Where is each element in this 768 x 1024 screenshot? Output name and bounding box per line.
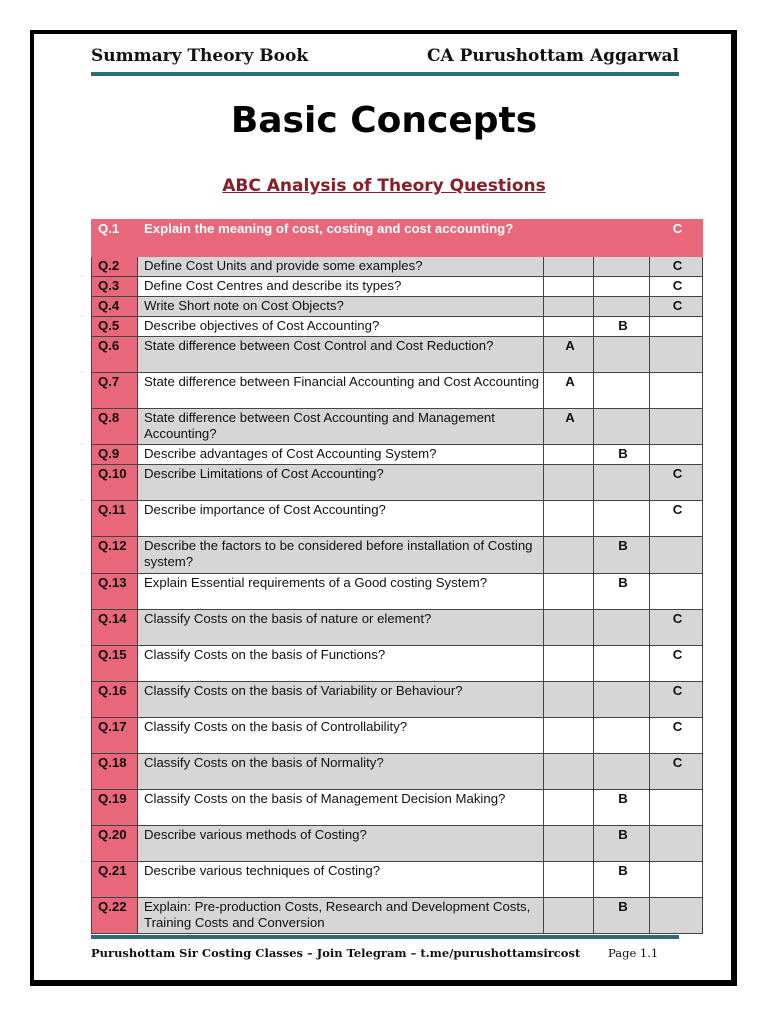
grade-b-cell: B — [594, 537, 650, 574]
table-row — [92, 898, 703, 934]
grade-c-cell: C — [650, 220, 703, 257]
grade-a-cell — [544, 790, 594, 826]
page-number: Page 1.1 — [608, 946, 659, 960]
question-number: Q.3 — [92, 277, 138, 297]
question-number: Q.6 — [92, 337, 138, 373]
question-text: Define Cost Units and provide some examples? — [138, 257, 544, 277]
grade-c-cell: C — [650, 754, 703, 790]
question-text: Write Short note on Cost Objects? — [138, 297, 544, 317]
table-row — [92, 317, 703, 337]
question-text: State difference between Cost Control and Cost Reduction? — [138, 337, 544, 373]
grade-b-cell — [594, 646, 650, 682]
table-row — [92, 373, 703, 409]
grade-c-cell: C — [650, 610, 703, 646]
question-text: State difference between Cost Accounting and Management Accounting? — [138, 409, 544, 445]
question-number: Q.16 — [92, 682, 138, 718]
question-number: Q.10 — [92, 465, 138, 501]
table-row — [92, 337, 703, 373]
question-text: Describe Limitations of Cost Accounting? — [138, 465, 544, 501]
table-row — [92, 754, 703, 790]
grade-c-cell — [650, 317, 703, 337]
grade-c-cell — [650, 574, 703, 610]
question-number: Q.14 — [92, 610, 138, 646]
grade-b-cell — [594, 337, 650, 373]
grade-c-cell — [650, 445, 703, 465]
grade-a-cell — [544, 257, 594, 277]
grade-c-cell: C — [650, 501, 703, 537]
grade-c-cell: C — [650, 297, 703, 317]
table-row — [92, 718, 703, 754]
grade-b-cell — [594, 501, 650, 537]
grade-a-cell — [544, 826, 594, 862]
grade-b-cell: B — [594, 826, 650, 862]
question-number: Q.19 — [92, 790, 138, 826]
grade-b-cell — [594, 297, 650, 317]
grade-a-cell — [544, 317, 594, 337]
question-text: Classify Costs on the basis of Normality? — [138, 754, 544, 790]
table-row — [92, 537, 703, 574]
grade-b-cell — [594, 220, 650, 257]
grade-b-cell: B — [594, 790, 650, 826]
question-number: Q.7 — [92, 373, 138, 409]
grade-a-cell — [544, 501, 594, 537]
grade-b-cell: B — [594, 317, 650, 337]
grade-b-cell — [594, 718, 650, 754]
header-rule — [91, 72, 679, 76]
grade-a-cell — [544, 646, 594, 682]
table-row — [92, 826, 703, 862]
grade-c-cell — [650, 826, 703, 862]
grade-b-cell — [594, 409, 650, 445]
question-number: Q.12 — [92, 537, 138, 574]
grade-b-cell: B — [594, 862, 650, 898]
grade-b-cell: B — [594, 574, 650, 610]
page-title: Basic Concepts — [230, 100, 538, 141]
grade-c-cell: C — [650, 257, 703, 277]
grade-c-cell — [650, 409, 703, 445]
question-text: Explain the meaning of cost, costing and cost accounting? — [138, 220, 544, 257]
grade-a-cell — [544, 574, 594, 610]
question-number: Q.1 — [92, 220, 138, 257]
grade-c-cell — [650, 537, 703, 574]
header-book-title: Summary Theory Book — [91, 46, 309, 66]
question-text: Describe importance of Cost Accounting? — [138, 501, 544, 537]
grade-a-cell — [544, 220, 594, 257]
question-number: Q.18 — [92, 754, 138, 790]
grade-c-cell: C — [650, 465, 703, 501]
questions-table — [91, 219, 703, 934]
question-number: Q.13 — [92, 574, 138, 610]
table-row — [92, 257, 703, 277]
grade-c-cell — [650, 373, 703, 409]
question-text: Describe various techniques of Costing? — [138, 862, 544, 898]
question-number: Q.20 — [92, 826, 138, 862]
grade-a-cell — [544, 297, 594, 317]
table-row — [92, 277, 703, 297]
table-row — [92, 790, 703, 826]
question-number: Q.4 — [92, 297, 138, 317]
table-row — [92, 574, 703, 610]
question-number: Q.2 — [92, 257, 138, 277]
table-row — [92, 465, 703, 501]
question-text: Classify Costs on the basis of Controllability? — [138, 718, 544, 754]
grade-b-cell: B — [594, 445, 650, 465]
grade-a-cell: A — [544, 373, 594, 409]
grade-a-cell: A — [544, 409, 594, 445]
question-text: Classify Costs on the basis of Management Decision Making? — [138, 790, 544, 826]
grade-a-cell — [544, 445, 594, 465]
grade-b-cell — [594, 610, 650, 646]
table-row — [92, 682, 703, 718]
table-row — [92, 409, 703, 445]
question-number: Q.22 — [92, 898, 138, 934]
question-text: Describe advantages of Cost Accounting System? — [138, 445, 544, 465]
grade-b-cell — [594, 277, 650, 297]
grade-b-cell — [594, 465, 650, 501]
grade-a-cell — [544, 610, 594, 646]
table-row — [92, 445, 703, 465]
question-text: Describe various methods of Costing? — [138, 826, 544, 862]
question-text: Classify Costs on the basis of Functions? — [138, 646, 544, 682]
grade-a-cell — [544, 754, 594, 790]
table-row — [92, 297, 703, 317]
question-text: Explain Essential requirements of a Good costing System? — [138, 574, 544, 610]
grade-a-cell — [544, 465, 594, 501]
header-author: CA Purushottam Aggarwal — [426, 46, 679, 66]
grade-a-cell — [544, 898, 594, 934]
question-text: State difference between Financial Accounting and Cost Accounting — [138, 373, 544, 409]
grade-a-cell — [544, 277, 594, 297]
footer-text: Purushottam Sir Costing Classes – Join Telegram – t.me/purushottamsircost — [91, 946, 581, 960]
grade-b-cell — [594, 257, 650, 277]
question-number: Q.8 — [92, 409, 138, 445]
grade-c-cell: C — [650, 277, 703, 297]
grade-b-cell: B — [594, 898, 650, 934]
table-row — [92, 501, 703, 537]
grade-a-cell — [544, 862, 594, 898]
question-number: Q.9 — [92, 445, 138, 465]
grade-a-cell — [544, 718, 594, 754]
table-row — [92, 862, 703, 898]
question-number: Q.15 — [92, 646, 138, 682]
question-text: Classify Costs on the basis of nature or element? — [138, 610, 544, 646]
table-row — [92, 610, 703, 646]
grade-c-cell — [650, 898, 703, 934]
grade-a-cell — [544, 682, 594, 718]
grade-a-cell: A — [544, 337, 594, 373]
grade-a-cell — [544, 537, 594, 574]
page-subtitle: ABC Analysis of Theory Questions — [222, 176, 546, 196]
grade-c-cell — [650, 790, 703, 826]
question-text: Define Cost Centres and describe its types? — [138, 277, 544, 297]
question-number: Q.17 — [92, 718, 138, 754]
table-row — [92, 220, 703, 257]
footer-rule — [91, 935, 679, 939]
question-text: Describe objectives of Cost Accounting? — [138, 317, 544, 337]
grade-b-cell — [594, 754, 650, 790]
grade-b-cell — [594, 682, 650, 718]
grade-c-cell: C — [650, 682, 703, 718]
question-number: Q.21 — [92, 862, 138, 898]
question-text: Describe the factors to be considered before installation of Costing system? — [138, 537, 544, 574]
question-number: Q.5 — [92, 317, 138, 337]
page-header — [91, 46, 679, 68]
table-row — [92, 646, 703, 682]
question-text: Classify Costs on the basis of Variability or Behaviour? — [138, 682, 544, 718]
grade-c-cell: C — [650, 718, 703, 754]
grade-b-cell — [594, 373, 650, 409]
grade-c-cell: C — [650, 646, 703, 682]
grade-c-cell — [650, 337, 703, 373]
question-text: Explain: Pre-production Costs, Research and Development Costs, Training Costs and Conversion — [138, 898, 544, 934]
grade-c-cell — [650, 862, 703, 898]
question-number: Q.11 — [92, 501, 138, 537]
